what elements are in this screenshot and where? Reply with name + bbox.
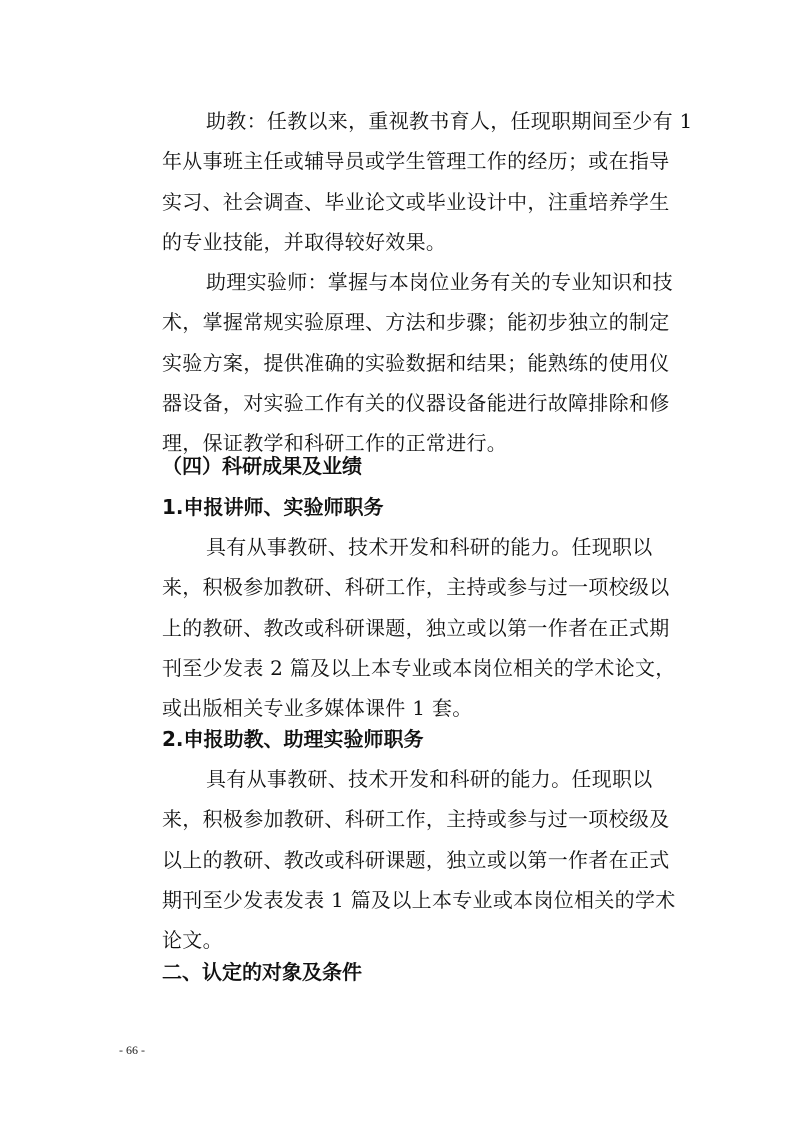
text-line: 论文。 (162, 928, 223, 953)
section-heading-research: （四）科研成果及业绩 (162, 454, 362, 478)
text-line: 期刊至少发表发表 1 篇及以上本专业或本岗位相关的学术 (162, 887, 676, 912)
paragraph-teaching-assistant (118, 101, 693, 262)
paragraph-lecturer-requirements (118, 527, 678, 728)
paragraph-assistant-requirements (118, 759, 678, 960)
text-line: 实习、社会调查、毕业论文或毕业设计中，注重培养学生 (162, 189, 670, 214)
text-line: 器设备，对实验工作有关的仪器设备能进行故障排除和修 (162, 390, 670, 415)
paragraph-assistant-experimenter (118, 262, 678, 463)
text-line: 来，积极参加教研、科研工作，主持或参与过一项校级以 (162, 575, 670, 600)
page-number: - 66 - (119, 1043, 145, 1057)
text-line: 或出版相关专业多媒体课件 1 套。 (162, 696, 473, 721)
text-line: 实验方案，提供准确的实验数据和结果；能熟练的使用仪 (162, 350, 670, 375)
subsection-heading-lecturer: 1.申报讲师、实验师职务 (162, 495, 384, 519)
text-line: 具有从事教研、技术开发和科研的能力。任现职以 (206, 767, 653, 791)
text-line: 刊至少发表 2 篇及以上本专业或本岗位相关的学术论文， (162, 655, 676, 680)
section-heading-recognition: 二、认定的对象及条件 (162, 960, 362, 984)
text-line: 年从事班主任或辅导员或学生管理工作的经历；或在指导 (162, 149, 670, 174)
text-line: 助教：任教以来，重视教书育人，任现职期间至少有 1 (206, 109, 693, 133)
text-line: 以上的教研、教改或科研课题，独立或以第一作者在正式 (162, 847, 670, 872)
text-line: 具有从事教研、技术开发和科研的能力。任现职以 (206, 535, 653, 559)
text-line: 理，保证教学和科研工作的正常进行。 (162, 431, 508, 456)
text-line: 来，积极参加教研、科研工作，主持或参与过一项校级及 (162, 807, 670, 832)
text-line: 的专业技能，并取得较好效果。 (162, 229, 447, 254)
text-line: 助理实验师：掌握与本岗位业务有关的专业知识和技 (206, 270, 673, 294)
subsection-heading-assistant: 2.申报助教、助理实验师职务 (162, 727, 424, 751)
text-line: 上的教研、教改或科研课题，独立或以第一作者在正式期 (162, 615, 670, 640)
text-line: 术，掌握常规实验原理、方法和步骤；能初步独立的制定 (162, 310, 670, 335)
